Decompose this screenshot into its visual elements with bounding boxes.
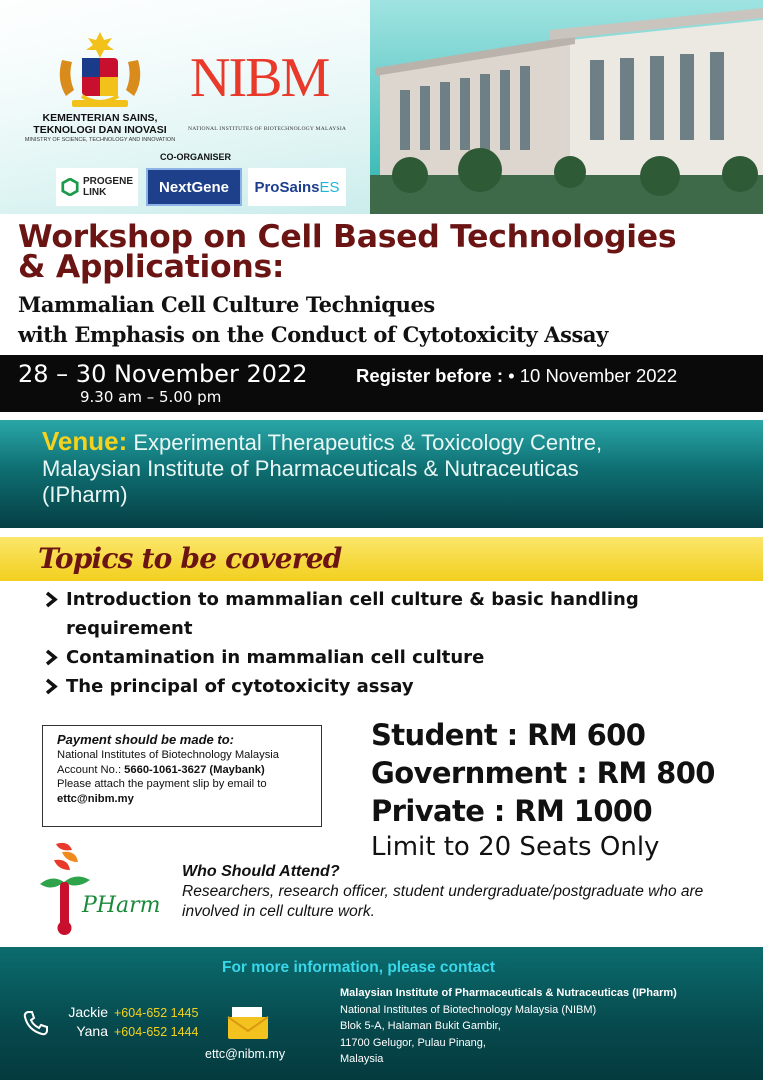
workshop-title <box>18 219 758 285</box>
account-number: 5660-1061-3627 (Maybank) <box>124 763 265 776</box>
payment-email: ettc@nibm.my <box>57 792 134 805</box>
contact-phone[interactable]: +604-652 1444 <box>114 1025 199 1039</box>
subtitle-line1: Mammalian Cell Culture Techniques <box>18 292 435 317</box>
progene-line2: LINK <box>82 187 107 198</box>
contact-item <box>58 1022 198 1041</box>
nextgene-logo: NextGene <box>146 168 242 206</box>
list-item <box>44 672 744 701</box>
topics-list <box>44 585 744 701</box>
list-item <box>44 585 744 643</box>
ministry-line2: TEKNOLOGI DAN INOVASI <box>33 124 167 136</box>
payment-title: Payment should be made to: <box>57 732 234 747</box>
contact-list <box>58 1003 198 1041</box>
venue-label: Venue: <box>42 426 128 456</box>
payment-line3: Please attach the payment slip by email to <box>57 778 267 790</box>
title-line1: Workshop on Cell Based Technologies <box>18 219 677 255</box>
price-private: Private : RM 1000 <box>371 794 653 828</box>
footer-email[interactable]: ettc@nibm.my <box>205 1047 286 1061</box>
footer-title: For more information, please contact <box>222 959 496 976</box>
chevron-right-icon <box>44 591 58 608</box>
address-line4: Malaysia <box>340 1053 384 1065</box>
topic-text: Contamination in mammalian cell culture <box>66 647 485 668</box>
who-title: Who Should Attend? <box>182 863 340 880</box>
prosains-es: ES <box>319 178 340 196</box>
who-description: Researchers, research officer, student undergraduate/postgraduate who are involved in cell culture work. <box>182 883 704 920</box>
building-photo <box>370 0 763 214</box>
venue-line1: Experimental Therapeutics & Toxicology Centre, <box>133 430 603 455</box>
address-line3: 11700 Gelugor, Pulau Pinang, <box>340 1036 486 1049</box>
price-student: Student : RM 600 <box>371 718 646 752</box>
envelope-icon <box>226 1005 270 1041</box>
hexagon-icon <box>61 178 79 196</box>
footer-address <box>340 985 750 1068</box>
register-date: • 10 November 2022 <box>508 365 678 386</box>
prosains-logo <box>248 168 346 206</box>
nibm-logo: NIBM <box>190 47 329 109</box>
nibm-subtitle: NATIONAL INSTITUTES OF BIOTECHNOLOGY MALAYSIA <box>188 126 347 132</box>
chevron-right-icon <box>44 649 58 666</box>
payment-line1: National Institutes of Biotechnology Malaysia <box>57 749 280 761</box>
contact-name: Jackie <box>68 1004 108 1020</box>
payment-account <box>57 763 307 778</box>
address-line2: Blok 5-A, Halaman Bukit Gambir, <box>340 1020 501 1032</box>
seat-limit: Limit to 20 Seats Only <box>371 832 660 862</box>
progene-link-logo <box>56 168 138 206</box>
workshop-subtitle <box>18 290 758 350</box>
workshop-time: 9.30 am – 5.00 pm <box>80 388 222 406</box>
topic-text: Introduction to mammalian cell culture & basic handling requirement <box>66 589 639 639</box>
address-heading: Malaysian Institute of Pharmaceuticals & Nutraceuticas (IPharm) <box>340 987 677 999</box>
address-line1: National Institutes of Biotechnology Malaysia (NIBM) <box>340 1003 597 1016</box>
price-list <box>371 716 715 830</box>
progene-line1: PROGENE <box>82 176 133 187</box>
workshop-dates: 28 – 30 November 2022 <box>18 360 308 388</box>
venue-line2: Malaysian Institute of Pharmaceuticals & Nutraceuticas <box>42 456 579 481</box>
topics-title: Topics to be covered <box>38 542 342 575</box>
prosains-text: ProSains <box>254 178 320 196</box>
subtitle-line2: with Emphasis on the Conduct of Cytotoxicity Assay <box>18 322 608 347</box>
register-label: Register before : <box>356 365 504 386</box>
account-label: Account No.: <box>57 763 122 776</box>
contact-item <box>58 1003 198 1022</box>
chevron-right-icon <box>44 678 58 695</box>
ministry-line1: KEMENTERIAN SAINS, <box>42 112 158 124</box>
who-should-attend <box>182 862 752 922</box>
list-item <box>44 643 744 672</box>
ipharm-logo-text: PHarm <box>82 893 161 918</box>
contact-phone[interactable]: +604-652 1445 <box>114 1006 199 1020</box>
venue-line3: (IPharm) <box>42 482 128 507</box>
register-deadline <box>356 365 677 387</box>
ministry-name <box>20 112 180 144</box>
coorganiser-label: CO-ORGANISER <box>160 152 232 162</box>
header-banner <box>0 0 763 214</box>
phone-icon <box>22 1009 50 1037</box>
contact-name: Yana <box>76 1023 108 1039</box>
topic-text: The principal of cytotoxicity assay <box>66 676 414 697</box>
date-bar <box>0 355 763 412</box>
ipharm-logo <box>34 840 164 938</box>
venue-text <box>42 428 752 508</box>
footer <box>0 947 763 1080</box>
ministry-english: MINISTRY OF SCIENCE, TECHNOLOGY AND INNOVATION <box>24 137 176 143</box>
payment-box <box>42 725 322 827</box>
title-line2: & Applications: <box>18 249 285 285</box>
price-government: Government : RM 800 <box>371 756 715 790</box>
malaysia-coat-of-arms-icon <box>52 30 148 110</box>
